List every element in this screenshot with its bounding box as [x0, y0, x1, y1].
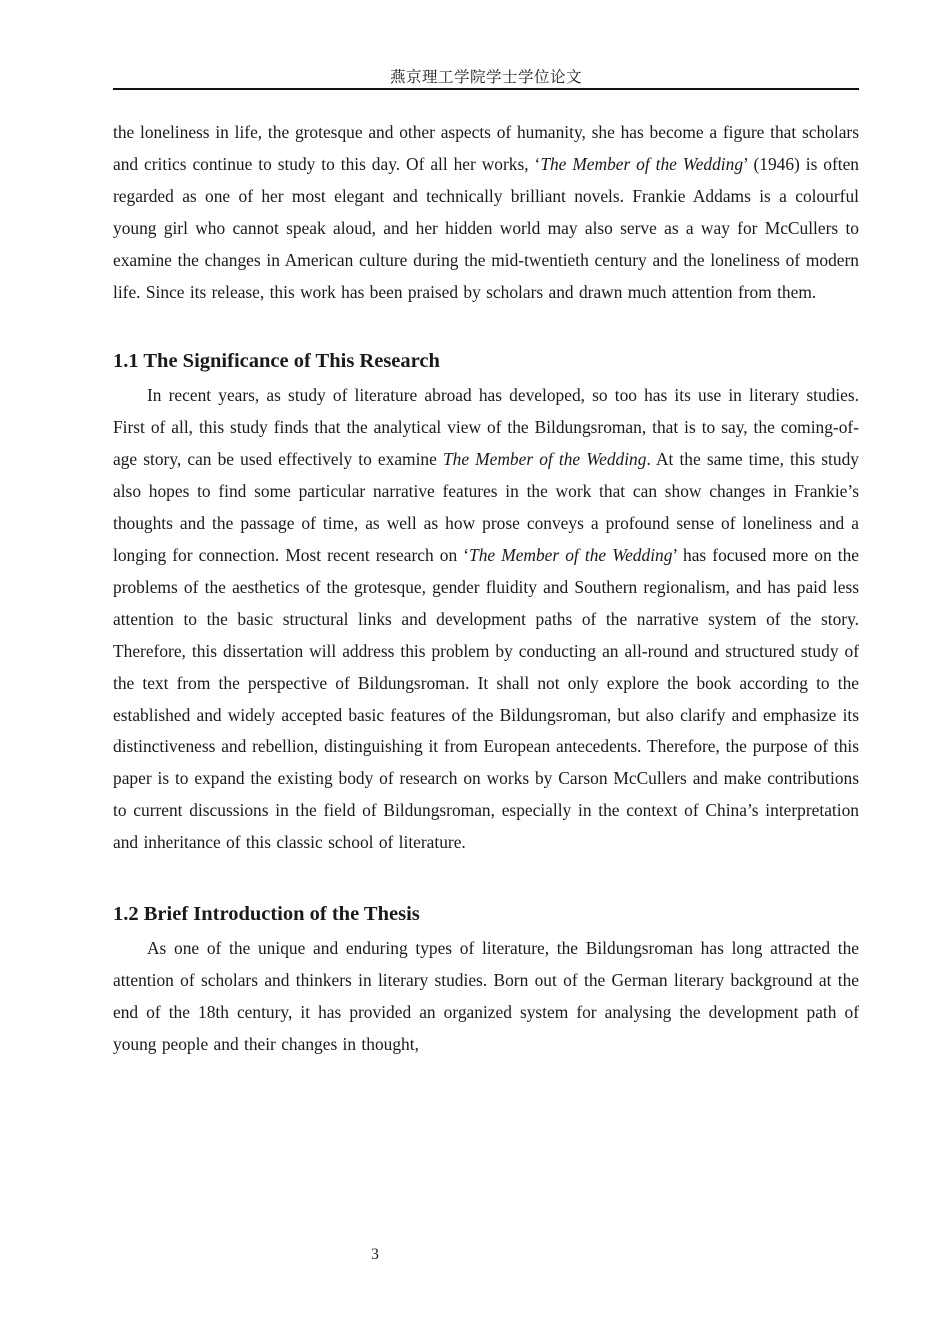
book-title: The Member of the Wedding: [469, 544, 673, 565]
intro-text-2: ’ (1946) is often regarded as one of her most elegant and technically brilliant novels. Frankie Addams is a colourful young girl who cannot speak aloud, and her hidden world may also serve as a way for McCullers to examine the changes in American culture during the mid-twentieth century and the loneliness of modern life. Since its release, this work has been praised by scholars and drawn much attention from them.: [113, 153, 859, 302]
significance-text-3: ’ has focused more on the problems of the aesthetics of the grotesque, gender fluidity and Southern regionalism, and has paid less attention to the basic structural links and development paths of the narrative system of the story. Therefore, this dissertation will address this problem by conducting an all-round and structured study of the text from the perspective of Bildungsroman. It shall not only explore the book according to the established and widely accepted basic features of the Bildungsroman, but also clarify and emphasize its distinctiveness and rebellion, distinguishing it from European antecedents. Therefore, the purpose of this paper is to expand the existing body of research on works by Carson McCullers and make contributions to current discussions in the field of Bildungsroman, especially in the context of China’s interpretation and inheritance of this classic school of literature.: [113, 544, 859, 853]
section-heading-brief-introduction: 1.2 Brief Introduction of the Thesis: [113, 903, 420, 926]
page-body: [113, 117, 859, 1061]
header-rule: [113, 88, 859, 90]
page-number: 3: [371, 1246, 379, 1263]
section-heading-significance: 1.1 The Significance of This Research: [113, 350, 440, 373]
running-header: 燕京理工学院学士学位论文: [389, 69, 582, 86]
intro-paragraph: [113, 117, 859, 308]
significance-paragraph: [113, 380, 859, 859]
brief-introduction-paragraph: [113, 933, 859, 1061]
book-title: The Member of the Wedding: [540, 153, 744, 174]
significance-text-1: In recent years, as study of literature abroad has developed, so too has its use in literary studies. First of all, this study finds that the analytical view of the Bildungsroman, that is to say, the coming-of-age story, can be used effectively to examine: [113, 385, 859, 470]
intro-text-1: the loneliness in life, the grotesque and other aspects of humanity, she has become a figure that scholars and critics continue to study to this day. Of all her works, ‘: [113, 122, 859, 174]
significance-text-2: . At the same time, this study also hopes to find some particular narrative features in the work that can show changes in Frankie’s thoughts and the passage of time, as well as how prose conveys a profound sense of loneliness and a longing for connection. Most recent research on ‘: [113, 449, 859, 565]
book-title: The Member of the Wedding: [442, 449, 647, 470]
brief-introduction-text: As one of the unique and enduring types of literature, the Bildungsroman has long attracted the attention of scholars and thinkers in literary studies. Born out of the German literary background at the end of the 18th century, it has provided an organized system for analysing the development path of young people and their changes in thought,: [113, 938, 859, 1054]
